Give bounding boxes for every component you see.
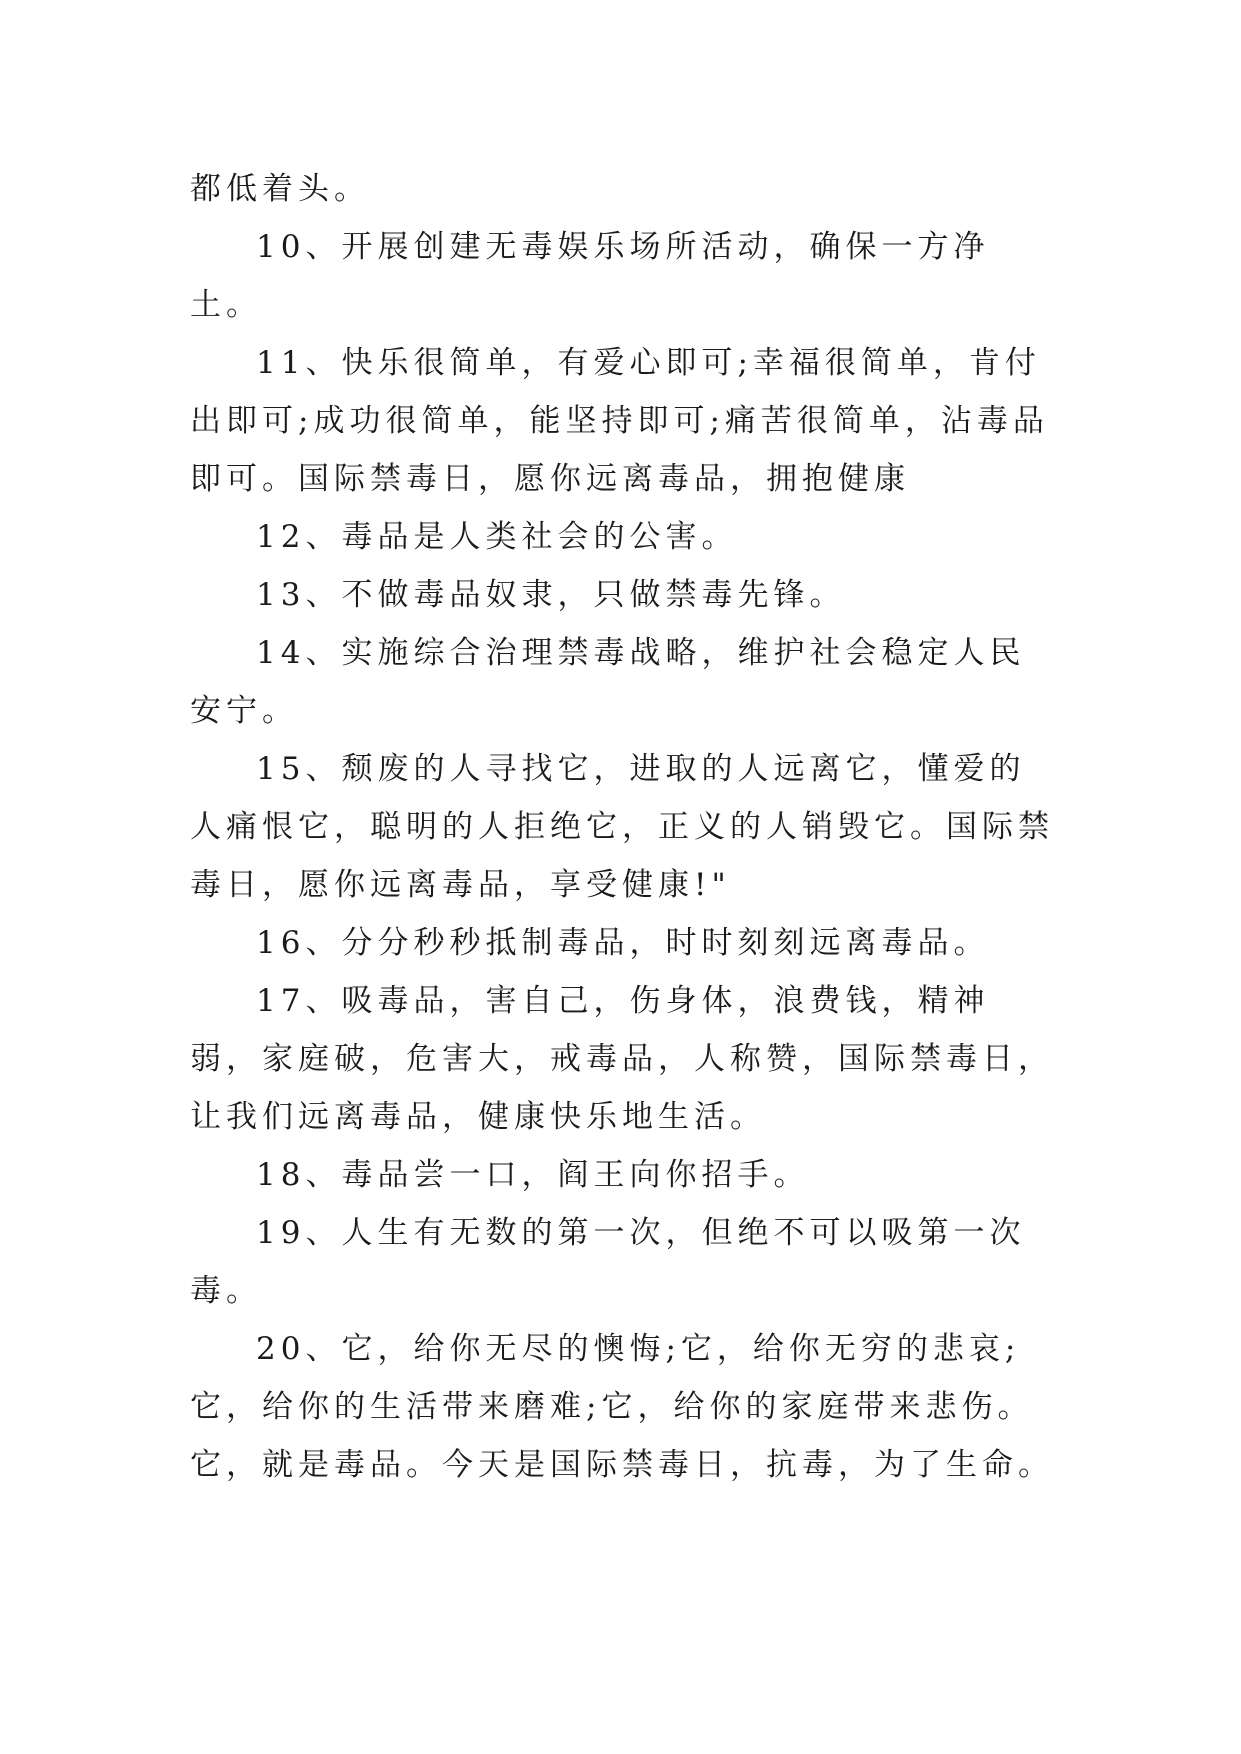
- paragraph-13: 13、不做毒品奴隶，只做禁毒先锋。: [256, 577, 846, 613]
- document-body: [190, 160, 1060, 1494]
- paragraph-15: 15、颓废的人寻找它，进取的人远离它，懂爱的人痛恨它，聪明的人拒绝它，正义的人销毁它。国际禁毒日，愿你远离毒品，享受健康!": [190, 751, 1054, 903]
- paragraph-14: 14、实施综合治理禁毒战略，维护社会稳定人民安宁。: [190, 635, 1026, 729]
- paragraph-18: 18、毒品尝一口，阎王向你招手。: [256, 1157, 810, 1193]
- paragraph-16: 16、分分秒秒抵制毒品，时时刻刻远离毒品。: [256, 925, 990, 961]
- paragraph-17: 17、吸毒品，害自己，伤身体，浪费钱，精神弱，家庭破，危害大，戒毒品，人称赞，国际禁毒日，让我们远离毒品，健康快乐地生活。: [190, 983, 1054, 1135]
- paragraph-continuation: 都低着头。: [190, 171, 370, 207]
- paragraph-10: 10、开展创建无毒娱乐场所活动，确保一方净土。: [190, 229, 990, 323]
- paragraph-11: 11、快乐很简单，有爱心即可;幸福很简单，肯付出即可;成功很简单，能坚持即可;痛苦很简单，沾毒品即可。国际禁毒日，愿你远离毒品，拥抱健康: [190, 345, 1049, 497]
- paragraph-12: 12、毒品是人类社会的公害。: [256, 519, 738, 555]
- paragraph-20: 20、它，给你无尽的懊悔;它，给你无穷的悲哀;它，给你的生活带来磨难;它，给你的家庭带来悲伤。它，就是毒品。今天是国际禁毒日，抗毒，为了生命。: [190, 1331, 1054, 1483]
- paragraph-19: 19、人生有无数的第一次，但绝不可以吸第一次毒。: [190, 1215, 1026, 1309]
